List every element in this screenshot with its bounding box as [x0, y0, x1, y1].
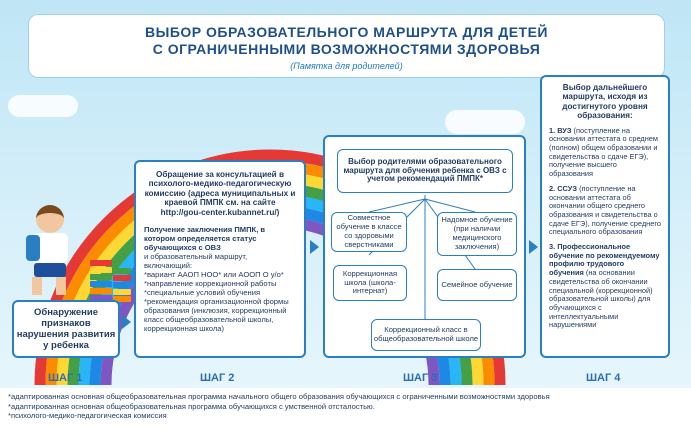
step4-item-1: 1. ВУЗ (поступление на основании аттестата о среднем (полном) общем образовании и свидетельства о сдаче ЕГЭ), получение высшего образования — [549, 125, 659, 179]
footnote: *психолого-медико-педагогическая комиссия — [8, 411, 167, 421]
step1-label: ШАГ 1 — [48, 372, 83, 384]
step3-correction-school: Коррекционная школа (школа-интернат) — [333, 265, 407, 301]
books-illustration — [90, 260, 112, 302]
step2-item: *вариант ААОП НОО* или АООП О у/о* — [144, 270, 284, 280]
step2-label: ШАГ 2 — [200, 372, 235, 384]
step2-item: *специальные условий обучения — [144, 288, 261, 298]
step2-item: *направление коррекционной работы — [144, 279, 277, 289]
step3-joint-learning: Совместное обучение в классе со здоровыми сверстниками — [331, 212, 407, 252]
title-line-2: С ОГРАНИЧЕННЫМИ ВОЗМОЖНОСТЯМИ ЗДОРОВЬЯ — [152, 41, 541, 57]
step3-family-learning: Семейное обучение — [437, 269, 517, 301]
step3-home-learning: Надомное обучение (при наличии медицинского заключения) — [437, 212, 517, 256]
page-title — [29, 24, 664, 58]
arrow-right-icon — [310, 240, 319, 254]
step2-conclusion-heading: Получение заключения ПМПК, в котором определяется статус обучающихся с ОВЗ — [144, 225, 266, 253]
step3-correction-class: Коррекционный класс в общеобразовательной школе — [371, 319, 481, 351]
child-illustration — [22, 205, 82, 297]
step2-item: *рекомендация организационной формы образования (инклюзия, коррекционный класс общеобразовательной школы, коррекционная школа) — [144, 297, 289, 334]
footnote: *адаптированная основная общеобразовательная программа обучающихся с умственной отсталостью. — [8, 401, 375, 411]
footnote: *адаптированная основная общеобразовательная программа начального общего образования обучающихся с ограниченными возможностями здоровья — [8, 392, 550, 401]
title-line-1: ВЫБОР ОБРАЗОВАТЕЛЬНОГО МАРШРУТА ДЛЯ ДЕТЕЙ — [145, 24, 548, 40]
step2-card — [134, 160, 306, 358]
step2-consultation: Обращение за консультацией в психолого-медико-педагогическую комиссию (адреса муниципальных и краевой ПМПК см. на сайте http://gou-center.kubannet.ru/) — [144, 170, 296, 217]
arrow-right-icon — [122, 315, 131, 329]
step4-label: ШАГ 4 — [586, 372, 621, 384]
page-subtitle: (Памятка для родителей) — [290, 61, 403, 71]
step3-card — [323, 135, 526, 358]
step4-item-3: 3. Профессиональное обучение по рекомендуемому профилю трудового обучения (на основании свидетельства об окончании специальной (коррекционной) образовательной школы) для обучающихся с интеллектуальными нарушениями — [549, 242, 660, 330]
step4-item-2: 2. ССУЗ (поступление на основании аттестата об окончании общего среднего образования и свидетельства о сдаче ЕГЭ), получение среднего специального образования — [549, 183, 661, 237]
step1-text: Обнаружение признаков нарушения развития у ребенка — [16, 307, 116, 351]
step1-card — [12, 300, 120, 358]
title-panel — [28, 14, 665, 78]
step4-title: Выбор дальнейшего маршрута, исходя из достигнутого уровня образования: — [562, 83, 648, 121]
books-illustration — [113, 268, 131, 303]
arrow-right-icon — [529, 240, 538, 254]
step3-parents-choice: Выбор родителями образовательного маршрута для обучения ребенка с ОВЗ с учетом рекомендаций ПМПК* — [337, 149, 513, 193]
step3-label: ШАГ 3 — [403, 372, 438, 384]
step2-conclusion-text: и образовательный маршрут, включающий: — [144, 252, 248, 271]
step4-card — [540, 75, 670, 358]
footnotes — [0, 388, 691, 429]
